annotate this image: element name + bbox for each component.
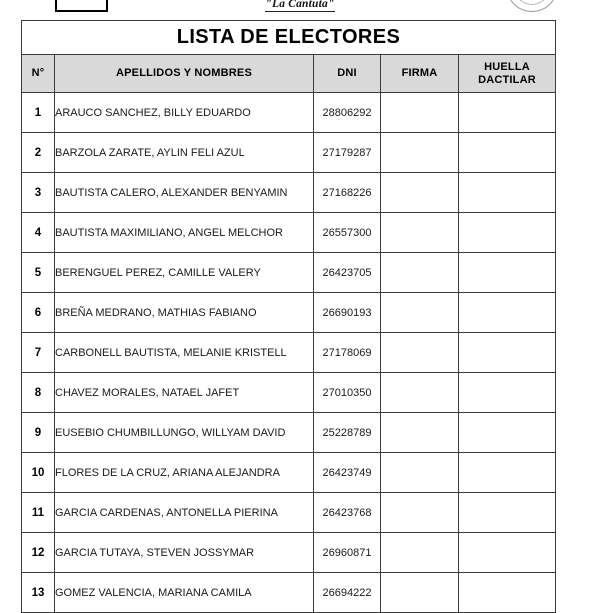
row-name-cell: GOMEZ VALENCIA, MARIANA CAMILA <box>55 573 314 613</box>
row-signature-cell[interactable] <box>381 453 459 493</box>
school-name <box>0 0 600 10</box>
column-header-nombres: APELLIDOS Y NOMBRES <box>55 55 314 93</box>
row-number-cell: 7 <box>22 333 55 373</box>
row-signature-cell[interactable] <box>381 413 459 453</box>
school-name-text: "La Cantuta" <box>265 0 335 10</box>
row-signature-cell[interactable] <box>381 253 459 293</box>
row-signature-cell[interactable] <box>381 493 459 533</box>
column-header-huella <box>459 55 556 93</box>
row-name-cell: BERENGUEL PEREZ, CAMILLE VALERY <box>55 253 314 293</box>
table-row <box>22 373 556 413</box>
row-dni-cell: 27179287 <box>314 133 381 173</box>
table-row <box>22 133 556 173</box>
row-number-cell: 5 <box>22 253 55 293</box>
row-number-cell: 8 <box>22 373 55 413</box>
row-name-cell: CARBONELL BAUTISTA, MELANIE KRISTELL <box>55 333 314 373</box>
table-row <box>22 493 556 533</box>
row-signature-cell[interactable] <box>381 573 459 613</box>
row-name-cell: BAUTISTA CALERO, ALEXANDER BENYAMIN <box>55 173 314 213</box>
row-dni-cell: 27178069 <box>314 333 381 373</box>
column-header-numero: N° <box>22 55 55 93</box>
table-row <box>22 93 556 133</box>
table-row <box>22 333 556 373</box>
row-signature-cell[interactable] <box>381 333 459 373</box>
row-signature-cell[interactable] <box>381 213 459 253</box>
row-fingerprint-cell[interactable] <box>459 293 556 333</box>
row-name-cell: GARCIA TUTAYA, STEVEN JOSSYMAR <box>55 533 314 573</box>
electores-sheet <box>21 20 555 613</box>
row-name-cell: GARCIA CARDENAS, ANTONELLA PIERINA <box>55 493 314 533</box>
table-row <box>22 173 556 213</box>
row-signature-cell[interactable] <box>381 373 459 413</box>
row-fingerprint-cell[interactable] <box>459 453 556 493</box>
row-number-cell: 9 <box>22 413 55 453</box>
row-number-cell: 10 <box>22 453 55 493</box>
row-number-cell: 6 <box>22 293 55 333</box>
column-header-huella-line2: DACTILAR <box>478 73 536 86</box>
table-row <box>22 293 556 333</box>
row-number-cell: 3 <box>22 173 55 213</box>
table-row <box>22 413 556 453</box>
row-fingerprint-cell[interactable] <box>459 493 556 533</box>
row-dni-cell: 27168226 <box>314 173 381 213</box>
row-number-cell: 13 <box>22 573 55 613</box>
seal-inner-ring <box>516 0 548 5</box>
row-fingerprint-cell[interactable] <box>459 333 556 373</box>
row-signature-cell[interactable] <box>381 93 459 133</box>
column-header-firma: FIRMA <box>381 55 459 93</box>
column-header-dni: DNI <box>314 55 381 93</box>
row-dni-cell: 26690193 <box>314 293 381 333</box>
row-dni-cell: 26557300 <box>314 213 381 253</box>
row-fingerprint-cell[interactable] <box>459 173 556 213</box>
row-signature-cell[interactable] <box>381 173 459 213</box>
row-fingerprint-cell[interactable] <box>459 133 556 173</box>
row-number-cell: 11 <box>22 493 55 533</box>
row-signature-cell[interactable] <box>381 293 459 333</box>
row-name-cell: FLORES DE LA CRUZ, ARIANA ALEJANDRA <box>55 453 314 493</box>
row-fingerprint-cell[interactable] <box>459 253 556 293</box>
row-name-cell: ARAUCO SANCHEZ, BILLY EDUARDO <box>55 93 314 133</box>
row-number-cell: 2 <box>22 133 55 173</box>
row-number-cell: 12 <box>22 533 55 573</box>
row-fingerprint-cell[interactable] <box>459 573 556 613</box>
row-fingerprint-cell[interactable] <box>459 413 556 453</box>
page-header-strip <box>0 0 600 18</box>
row-fingerprint-cell[interactable] <box>459 93 556 133</box>
row-dni-cell: 26694222 <box>314 573 381 613</box>
table-row <box>22 533 556 573</box>
row-fingerprint-cell[interactable] <box>459 213 556 253</box>
table-head <box>22 21 556 93</box>
table-row <box>22 253 556 293</box>
row-dni-cell: 26423749 <box>314 453 381 493</box>
row-signature-cell[interactable] <box>381 533 459 573</box>
row-dni-cell: 27010350 <box>314 373 381 413</box>
row-dni-cell: 26423768 <box>314 493 381 533</box>
row-name-cell: CHAVEZ MORALES, NATAEL JAFET <box>55 373 314 413</box>
title-row <box>22 21 556 55</box>
row-name-cell: EUSEBIO CHUMBILLUNGO, WILLYAM DAVID <box>55 413 314 453</box>
row-dni-cell: 28806292 <box>314 93 381 133</box>
row-signature-cell[interactable] <box>381 133 459 173</box>
table-row <box>22 213 556 253</box>
row-number-cell: 1 <box>22 93 55 133</box>
table-row <box>22 573 556 613</box>
table-row <box>22 453 556 493</box>
table-body <box>22 93 556 613</box>
column-header-huella-line1: HUELLA <box>484 60 530 73</box>
electores-table <box>21 20 556 613</box>
row-name-cell: BAUTISTA MAXIMILIANO, ANGEL MELCHOR <box>55 213 314 253</box>
row-number-cell: 4 <box>22 213 55 253</box>
row-dni-cell: 25228789 <box>314 413 381 453</box>
row-name-cell: BREÑA MEDRANO, MATHIAS FABIANO <box>55 293 314 333</box>
row-dni-cell: 26960871 <box>314 533 381 573</box>
row-dni-cell: 26423705 <box>314 253 381 293</box>
table-title: LISTA DE ELECTORES <box>22 21 556 55</box>
row-name-cell: BARZOLA ZARATE, AYLIN FELI AZUL <box>55 133 314 173</box>
row-fingerprint-cell[interactable] <box>459 373 556 413</box>
column-header-row <box>22 55 556 93</box>
row-fingerprint-cell[interactable] <box>459 533 556 573</box>
